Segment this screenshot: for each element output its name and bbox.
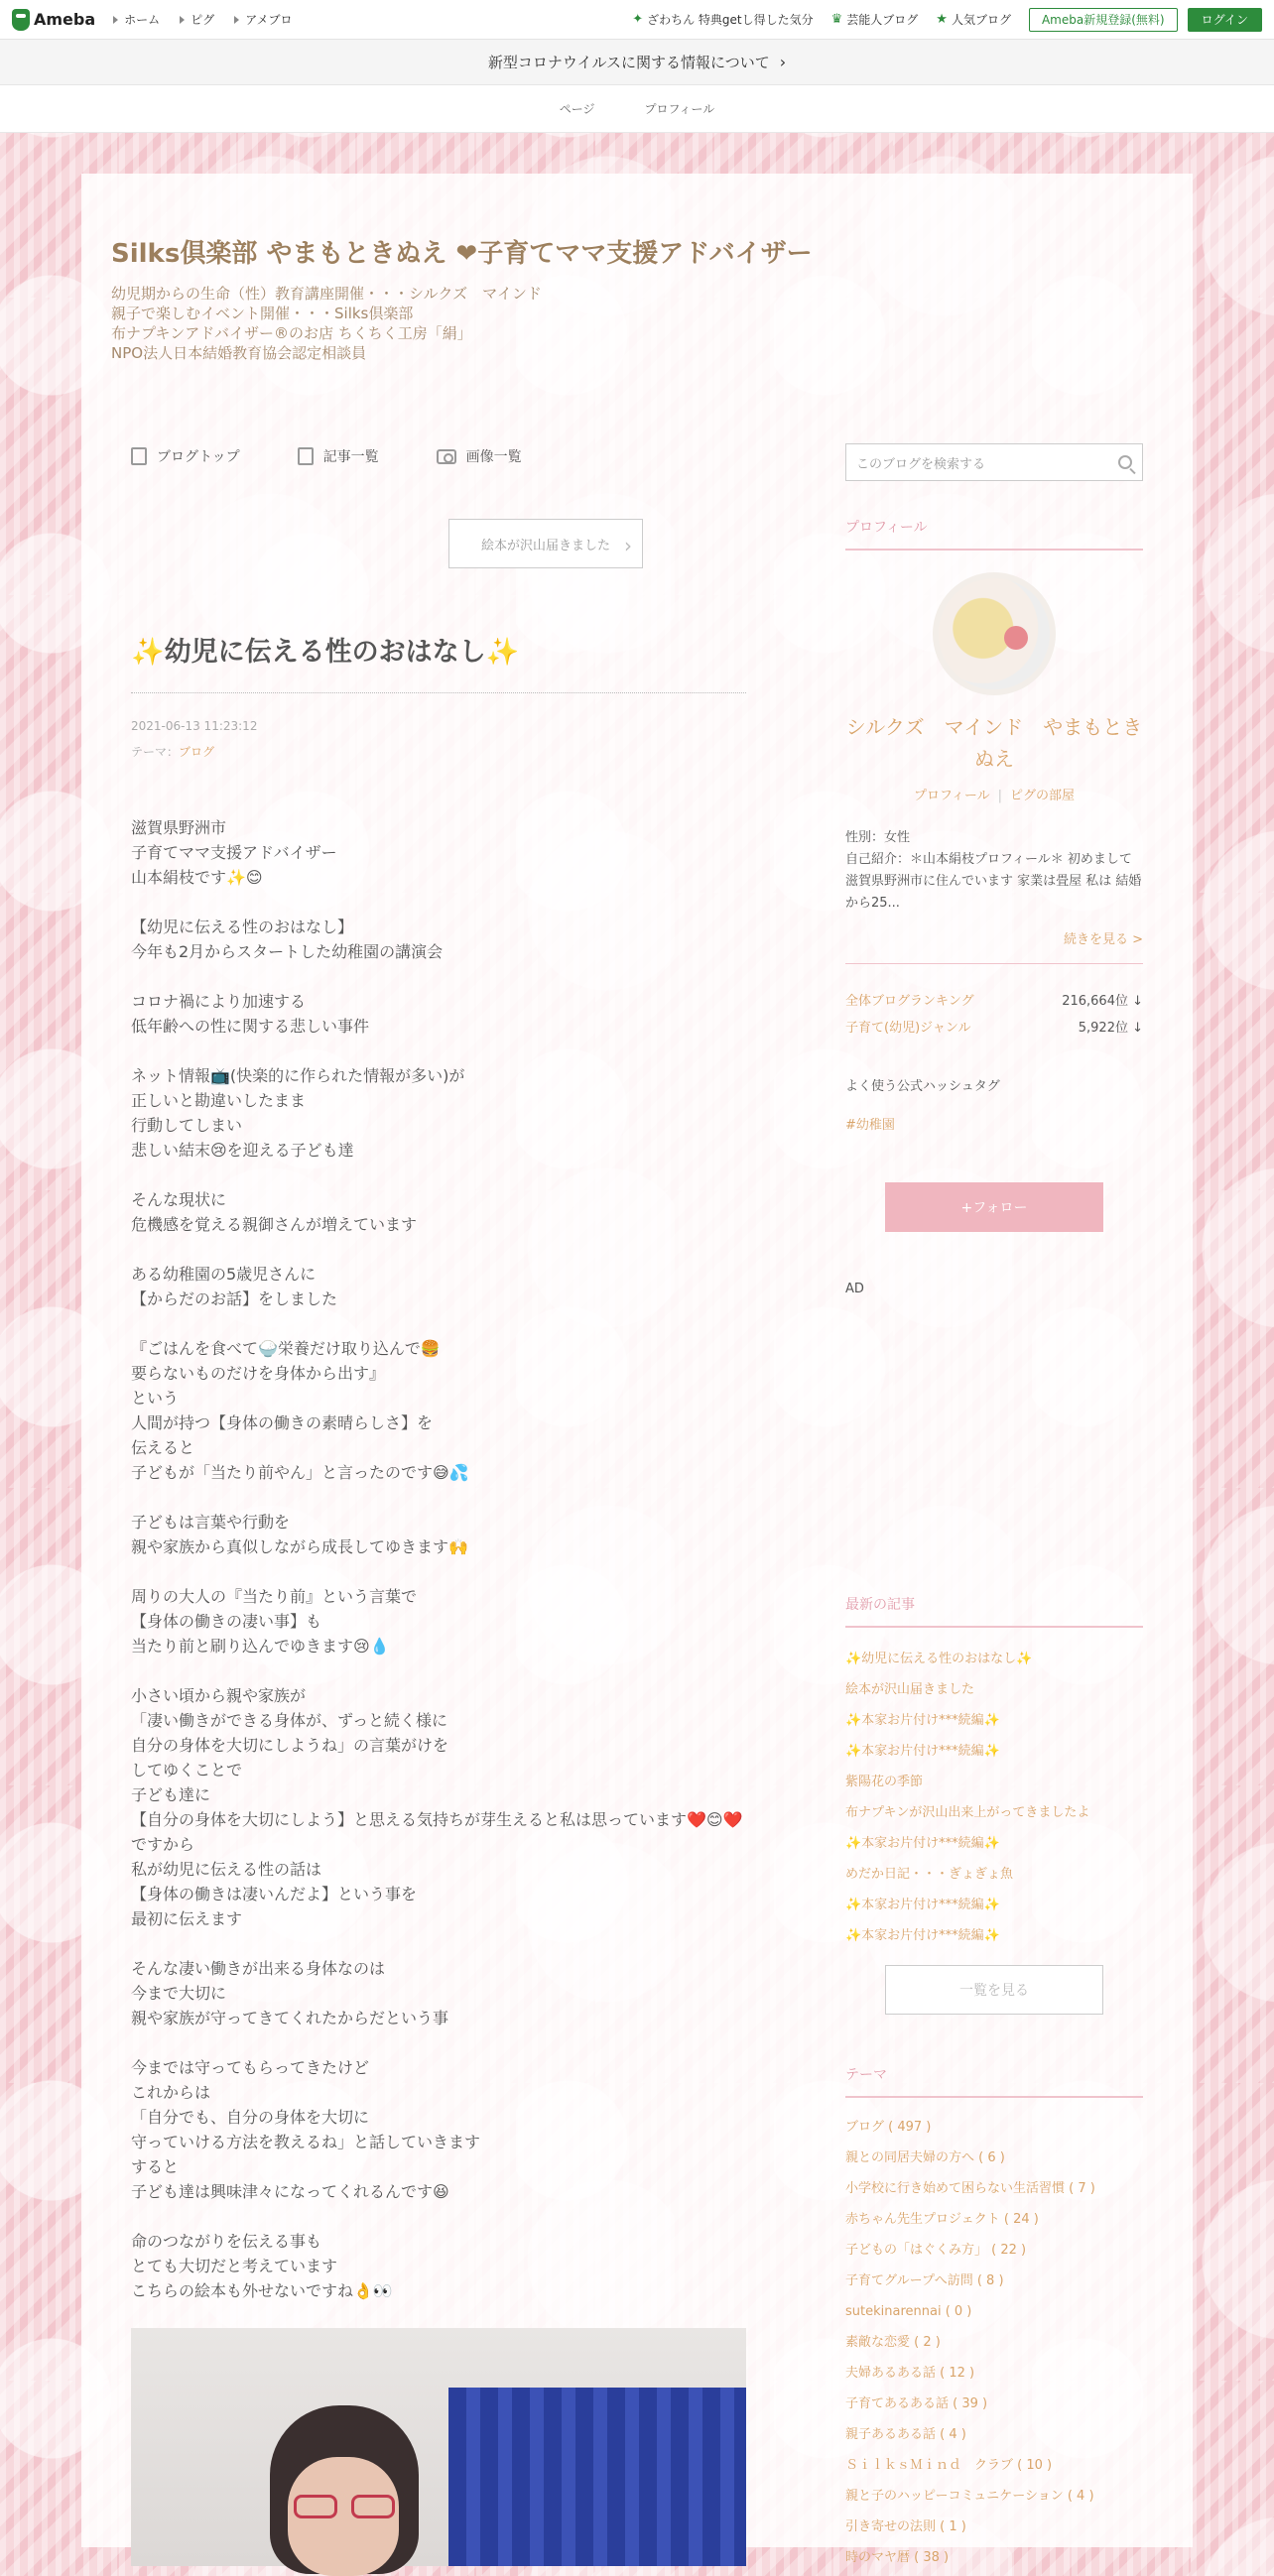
article-paragraph: ある幼稚園の5歳児さんに 【からだのお話】をしました <box>131 1265 338 1308</box>
promo-link[interactable]: ✦ ざわちん 特典getし得した気分 <box>632 12 814 27</box>
theme-link[interactable]: 引き寄せの法則 ( 1 ) <box>845 2519 966 2534</box>
article-theme-link[interactable]: ブログ <box>179 745 215 759</box>
star-icon: ★ <box>936 12 948 27</box>
article-paragraph: そんな凄い働きが出来る身体なのは 今まで大切に 親や家族が守ってきてくれたからだという事 <box>131 1959 449 2027</box>
article-theme: テーマ：ブログ <box>131 745 215 759</box>
profile-intro: 自己紹介：＊山本絹枝プロフィール＊ 初めまして 滋賀県野洲市に住んでいます 家業は畳屋 私は 結婚から25... <box>845 852 1142 911</box>
article-paragraph: 命のつながりを伝える事も とても大切だと考えています こちらの絵本も外せないですね👌👀 <box>131 2232 393 2300</box>
latest-article-link[interactable]: ✨幼児に伝える性のおはなし✨ <box>845 1652 1033 1666</box>
theme-link[interactable]: 親との同居夫婦の方へ ( 6 ) <box>845 2150 1005 2165</box>
menu-blog-top[interactable]: ブログトップ <box>131 446 240 466</box>
search-placeholder: このブログを検索する <box>856 456 986 472</box>
blog-description-line: 布ナプキンアドバイザー®のお店 ちくちく工房「絹」 <box>111 324 472 342</box>
theme-link[interactable]: 時のマヤ暦 ( 38 ) <box>845 2550 950 2565</box>
register-button[interactable]: Ameba新規登録(無料) <box>1029 8 1178 32</box>
avatar[interactable] <box>933 572 1056 695</box>
article-date: 2021-06-13 11:23:12 <box>131 719 258 733</box>
blog-menu <box>131 441 746 471</box>
photo-curtain <box>448 2388 746 2566</box>
theme-link[interactable]: 子育てあるある話 ( 39 ) <box>845 2396 988 2411</box>
theme-link[interactable]: sutekinarennai ( 0 ) <box>845 2304 972 2319</box>
theme-link[interactable]: 親と子のハッピーコミュニケーション ( 4 ) <box>845 2489 1094 2504</box>
theme-link[interactable]: 子どもの「はぐくみ方」 ( 22 ) <box>845 2243 1027 2258</box>
article-paragraph: 今までは守ってもらってきたけど これからは 「自分でも、自分の身体を大切に 守っていける方法を教えるね」と話していきます すると 子ども達は興味津々になってくれるんです😆 <box>131 2058 481 2201</box>
login-button[interactable]: ログイン <box>1188 8 1262 32</box>
theme-link[interactable]: 子育てグループへ訪問 ( 8 ) <box>845 2273 1004 2288</box>
blog-subnav <box>0 85 1274 133</box>
blog-description-line: 幼児期からの生命（性）教育講座開催・・・シルクズ マインド <box>111 285 542 303</box>
sidebar <box>845 443 1143 2573</box>
latest-articles-list <box>845 1644 1143 1951</box>
ranking-genre[interactable]: 子育て(幼児)ジャンル 5,922位 ↓ <box>845 1021 1143 1036</box>
nav-home[interactable]: ホーム <box>113 11 160 28</box>
pigg-room-link[interactable]: ピグの部屋 <box>1010 789 1076 803</box>
latest-articles-heading: 最新の記事 <box>845 1594 1143 1628</box>
article-paragraph: ネット情報📺(快楽的に作られた情報が多い)が 正しいと勘違いしたまま 行動してしまい 悲しい結末😢を迎える子ども達 <box>131 1066 465 1160</box>
nav-ameblo[interactable]: アメブロ <box>234 11 292 28</box>
triangle-right-icon <box>113 16 118 24</box>
latest-article-link[interactable]: めだか日記・・・ぎょぎょ魚 <box>845 1867 1014 1882</box>
menu-article-list[interactable]: 記事一覧 <box>298 446 379 466</box>
article-paragraph: 『ごはんを食べて🍚栄養だけ取り込んで🍔 要らないものだけを身体から出す』 という 人間が持つ【身体の働きの素晴らしさ】を 伝えると 子どもが「当たり前やん」と言ったのです😅💦 <box>131 1339 469 1482</box>
profile-name[interactable]: シルクズ マインド やまもとき ぬえ <box>845 715 1143 771</box>
theme-link[interactable]: 素敵な恋愛 ( 2 ) <box>845 2335 941 2350</box>
theme-list <box>845 2112 1143 2573</box>
blog-description-line: 親子で楽しむイベント開催・・・Silks倶楽部 <box>111 305 414 322</box>
article-paragraph: そんな現状に 危機感を覚える親御さんが増えています <box>131 1190 418 1234</box>
profile-gender: 性別：女性 <box>845 830 911 845</box>
triangle-right-icon <box>234 16 239 24</box>
article <box>131 630 746 2566</box>
blog-title[interactable]: Silks倶楽部 やまもときぬえ ❤子育てママ支援アドバイザー <box>111 239 813 269</box>
latest-article-link[interactable]: 布ナプキンが沢山出来上がってきましたよ <box>845 1805 1090 1820</box>
article-paragraph: 滋賀県野洲市 子育てママ支援アドバイザー 山本絹枝です✨😊 <box>131 818 337 887</box>
copy-icon <box>298 447 314 465</box>
ameba-logo[interactable]: Ameba <box>12 9 95 31</box>
ad-label: AD <box>845 1282 864 1296</box>
theme-link[interactable]: ブログ ( 497 ) <box>845 2120 932 2135</box>
theme-link[interactable]: 小学校に行き始めて困らない生活習慣 ( 7 ) <box>845 2181 1095 2196</box>
latest-article-link[interactable]: ✨本家お片付け***続編✨ <box>845 1928 1000 1943</box>
theme-link[interactable]: 親子あるある話 ( 4 ) <box>845 2427 966 2442</box>
chevron-right-icon: › <box>624 534 632 557</box>
ranking-overall[interactable]: 全体ブログランキング 216,664位 ↓ <box>845 994 1143 1009</box>
article-paragraph: コロナ禍により加速する 低年齢への性に関する悲しい事件 <box>131 992 370 1036</box>
profile-heading: プロフィール <box>845 517 1143 551</box>
see-all-button[interactable]: 一覧を見る <box>885 1965 1103 2015</box>
article-paragraph: 周りの大人の『当たり前』という言葉で 【身体の働きの凄い事】も 当たり前と刷り込んでゆきます😢💧 <box>131 1587 418 1656</box>
article-paragraph: 小さい頃から親や家族が 「凄い働きができる身体が、ずっと続く様に 自分の身体を大切にしようね」の言葉がけを してゆくことで 子ども達に 【自分の身体を大切にしよう】と思える気持ちが芽生えると私は思っています❤️😊❤️ ですから 私が幼児に伝える性の話は 【身体の働きは凄いんだよ】という事を 最初に伝えます <box>131 1686 743 1928</box>
latest-article-link[interactable]: ✨本家お片付け***続編✨ <box>845 1836 1000 1851</box>
latest-article-link[interactable]: 紫陽花の季節 <box>845 1775 924 1789</box>
menu-image-list[interactable]: 画像一覧 <box>437 446 522 466</box>
latest-article-link[interactable]: ✨本家お片付け***続編✨ <box>845 1898 1000 1912</box>
article-body <box>131 815 746 2303</box>
star-icon: ✦ <box>632 12 644 27</box>
blog-header <box>111 233 1004 363</box>
latest-article-link[interactable]: 絵本が沢山届きました <box>845 1682 975 1697</box>
prev-article-button[interactable] <box>448 519 643 568</box>
article-paragraph: 【幼児に伝える性のおはなし】 今年も2月からスタートした幼稚園の講演会 <box>131 918 444 961</box>
banner-text: 新型コロナウイルスに関する情報について <box>487 54 770 71</box>
follow-button[interactable]: +フォロー <box>885 1182 1103 1232</box>
chevron-right-icon: › <box>779 53 787 71</box>
read-more-link[interactable]: 続きを見る > <box>845 928 1143 964</box>
celebrity-blog-link[interactable]: ♛ 芸能人ブログ <box>830 12 919 27</box>
theme-link[interactable]: 赤ちゃん先生プロジェクト ( 24 ) <box>845 2212 1039 2227</box>
document-icon <box>131 447 147 465</box>
subnav-page-link[interactable]: ページ <box>559 102 595 116</box>
profile-info <box>845 827 1143 915</box>
theme-link[interactable]: 夫婦あるある話 ( 12 ) <box>845 2366 975 2381</box>
theme-link[interactable]: ＳｉｌｋｓＭｉｎｄ クラブ ( 10 ) <box>845 2458 1053 2473</box>
camera-icon <box>437 449 456 464</box>
blog-container <box>81 174 1193 2565</box>
global-header <box>0 0 1274 40</box>
search-icon[interactable] <box>1118 455 1132 469</box>
nav-pigg[interactable]: ピグ <box>180 11 214 28</box>
covid-info-banner[interactable] <box>0 40 1274 85</box>
profile-link[interactable]: プロフィール <box>913 789 990 803</box>
prev-article-label: 絵本が沢山届きました <box>480 538 610 553</box>
photo-glasses <box>290 2495 399 2520</box>
latest-article-link[interactable]: ✨本家お片付け***続編✨ <box>845 1713 1000 1728</box>
theme-heading: テーマ <box>845 2064 1143 2098</box>
article-photo[interactable] <box>131 2328 746 2566</box>
blog-description-line: NPO法人日本結婚教育協会認定相談員 <box>111 344 367 362</box>
subnav-profile-link[interactable]: プロフィール <box>644 102 715 116</box>
triangle-right-icon <box>180 16 185 24</box>
main-column <box>131 441 746 2300</box>
article-title[interactable]: ✨幼児に伝える性のおはなし✨ <box>131 630 746 693</box>
popular-blog-link[interactable]: ★ 人気ブログ <box>936 12 1011 27</box>
blog-search-input[interactable] <box>845 443 1143 481</box>
profile-links: プロフィール | ピグの部屋 <box>913 789 1076 803</box>
hashtag-link[interactable]: #幼稚園 <box>845 1118 895 1133</box>
hashtag-title: よく使う公式ハッシュタグ <box>845 1079 1000 1094</box>
article-paragraph: 子どもは言葉や行動を 親や家族から真似しながら成長してゆきます🙌 <box>131 1513 468 1556</box>
ameba-logo-icon <box>12 9 30 31</box>
crown-icon: ♛ <box>830 12 843 27</box>
heart-icon <box>1004 626 1028 650</box>
latest-article-link[interactable]: ✨本家お片付け***続編✨ <box>845 1744 1000 1759</box>
